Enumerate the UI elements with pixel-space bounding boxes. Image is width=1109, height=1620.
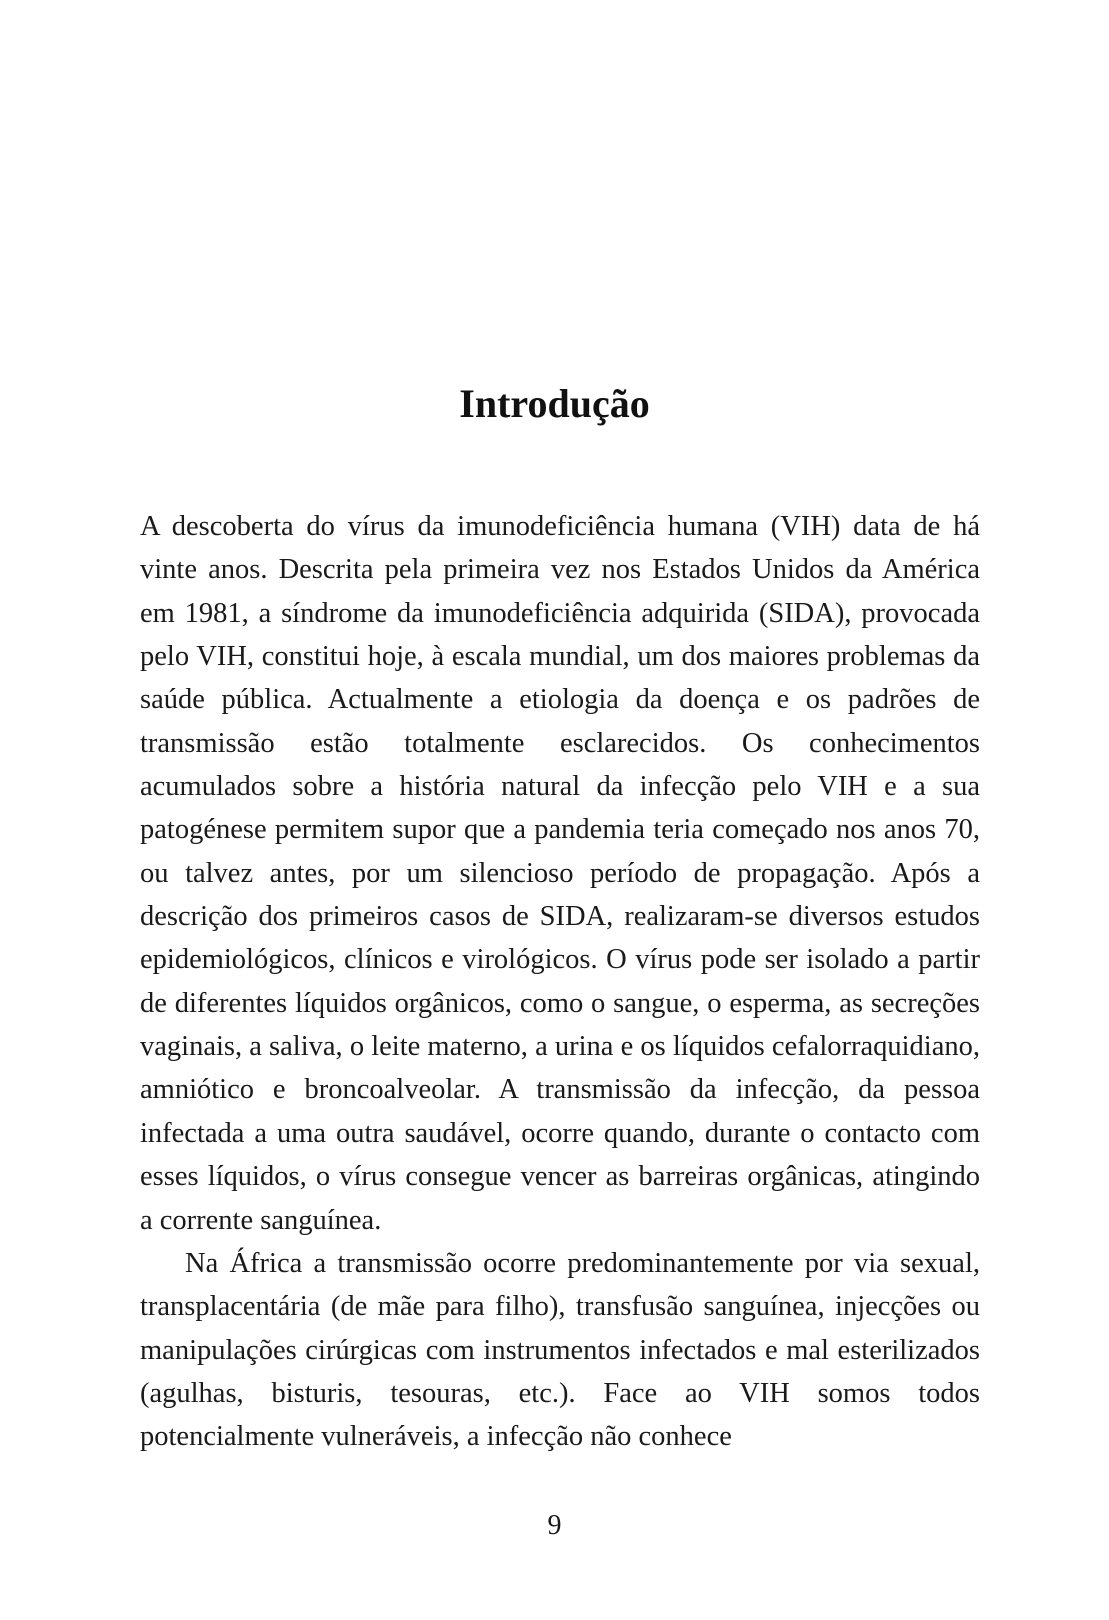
paragraph-2: Na África a transmissão ocorre predominantemente por via sexual, transplacentária (de mãe para filho), transfusão sanguínea, injecções ou manipulações cirúrgicas com instrumentos infectados e mal esterilizados (agulhas, bisturis, tesouras, etc.). Face ao VIH somos todos potencialmente vulneráveis, a infecção não conhece: [140, 1247, 980, 1453]
paragraph-1: A descoberta do vírus da imunodeficiência humana (VIH) data de há vinte anos. Descrita pela primeira vez nos Estados Unidos da América em 1981, a síndrome da imunodeficiência adquirida (SIDA), provocada pelo VIH, constitui hoje, à escala mundial, um dos maiores problemas da saúde pública. Actualmente a etiologia da doença e os padrões de transmissão estão totalmente esclarecidos. Os conhecimentos acumulados sobre a história natural da infecção pelo VIH e a sua patogénese permitem supor que a pandemia teria começado nos anos 70, ou talvez antes, por um silencioso período de propagação. Após a descrição dos primeiros casos de SIDA, realizaram-se diversos estudos epidemiológicos, clínicos e virológicos. O vírus pode ser isolado a partir de diferentes líquidos orgânicos, como o sangue, o esperma, as secreções vaginais, a saliva, o leite materno, a urina e os líquidos cefalorraquidiano, amniótico e broncoalveolar. A transmissão da infecção, da pessoa infectada a uma outra saudável, ocorre quando, durante o contacto com esses líquidos, o vírus consegue vencer as barreiras orgânicas, atingindo a corrente sanguínea.: [140, 511, 980, 1236]
body-text: [140, 505, 980, 1459]
page-number: 9: [547, 1510, 562, 1541]
page-title: Introdução: [459, 381, 650, 426]
